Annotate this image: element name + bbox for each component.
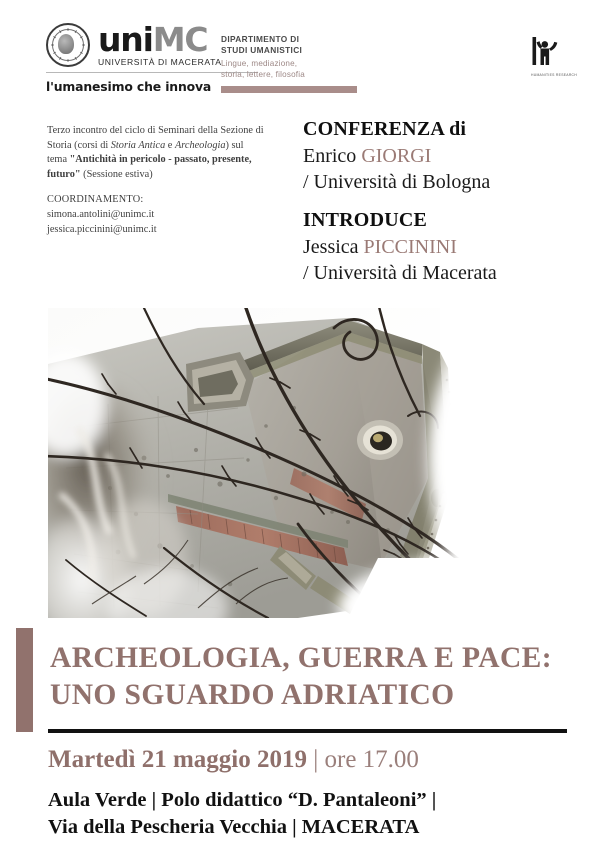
department-accent-bar: [221, 86, 357, 93]
speakers-block: [303, 117, 603, 287]
department-line2: STUDI UMANISTICI: [221, 45, 303, 56]
title-divider: [48, 729, 567, 733]
seminar-description: Terzo incontro del ciclo di Seminari della Sezione di Storia (corsi di Storia Antica e Archeologia) sul tema "Antichità in pericolo - passato, presente, futuro" (Sessione estiva): [47, 125, 264, 180]
unimc-tagline: l'umanesimo che innova: [46, 79, 212, 94]
introduction-last-name: PICCININI: [363, 235, 457, 258]
introduction-speaker: [303, 234, 603, 260]
conference-role: CONFERENZA di: [303, 118, 467, 140]
event-date: Martedì 21 maggio 2019: [48, 746, 307, 773]
event-venue: [48, 787, 593, 841]
venue-line-1: Aula Verde | Polo didattico “D. Pantaleoni” |: [48, 789, 437, 811]
venue-line-2: Via della Pescheria Vecchia | MACERATA: [48, 816, 420, 839]
introduction-affiliation: / Università di Macerata: [303, 262, 497, 285]
title-line-2: UNO SGUARDO ADRIATICO: [50, 679, 455, 712]
poster-header: [0, 0, 613, 112]
coordination-label: COORDINAMENTO:: [47, 194, 144, 206]
partner-logo-caption: HUMANITIES RESEARCH: [531, 73, 578, 77]
conference-last-name: GIORGI: [361, 144, 432, 167]
conference-first-name: Enrico: [303, 144, 357, 167]
department-line4: storia, lettere, filosofia: [221, 70, 305, 80]
introduction-role: INTRODUCE: [303, 209, 428, 232]
seminar-info-block: [47, 124, 265, 237]
partner-logo: [531, 36, 589, 77]
department-line3: Lingue, mediazione,: [221, 59, 298, 69]
photograph-illustration: [48, 308, 565, 618]
unimc-word-mc: MC: [152, 20, 208, 60]
coordination-email-1: simona.antolini@unimc.it: [47, 209, 155, 221]
seal-ticks-icon: [48, 25, 88, 65]
university-seal-icon: [46, 23, 90, 67]
unimc-subtitle: UNIVERSITÀ DI MACERATA: [98, 57, 222, 68]
poster-photograph: [48, 308, 565, 618]
department-block: [221, 34, 361, 93]
humanities-research-figure-icon: [531, 36, 565, 66]
coordination-email-2: jessica.piccinini@unimc.it: [47, 223, 157, 235]
department-line1: DIPARTIMENTO DI: [221, 34, 300, 44]
conference-speaker: [303, 143, 603, 169]
title-line-1: ARCHEOLOGIA, GUERRA E PACE:: [50, 642, 552, 674]
event-time: ore 17.00: [324, 746, 419, 773]
speakers-spacer: [303, 195, 603, 208]
conference-affiliation: / Università di Bologna: [303, 170, 491, 193]
introduction-first-name: Jessica: [303, 235, 359, 258]
event-time-separator: |: [306, 746, 325, 773]
page-title: [50, 640, 590, 714]
event-datetime: [48, 744, 593, 775]
title-accent-bar: [16, 628, 33, 732]
unimc-word-uni: uni: [98, 20, 153, 60]
oculus-window: [357, 420, 403, 460]
